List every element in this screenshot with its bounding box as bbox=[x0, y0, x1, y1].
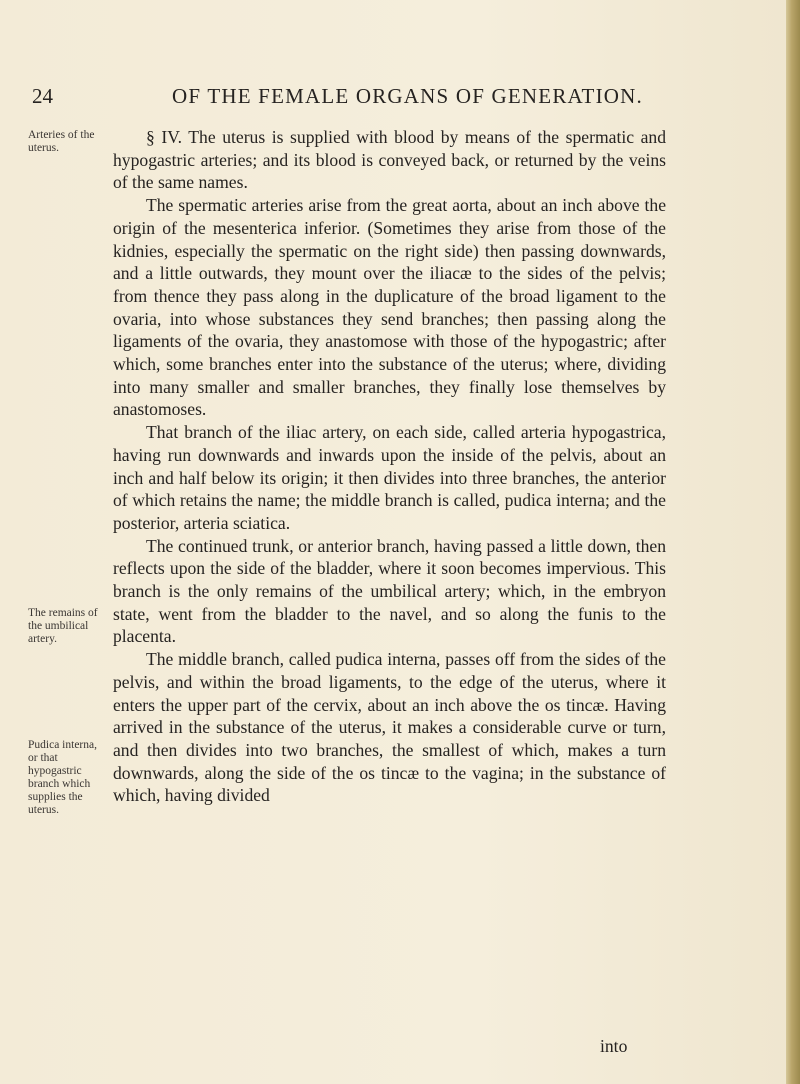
paragraph-hypogastrica: That branch of the iliac artery, on each side, called arteria hypogastrica, having run downwards and inwards upon the inside of the pelvis, about an inch and half below its origin; it then divides into three branches, the anterior of which retains the name; the middle branch is called, pudica interna; and the posterior, arteria sciatica. bbox=[113, 422, 666, 533]
page-number: 24 bbox=[32, 84, 53, 108]
margin-note-umbilical: The remains of the umbilical artery. bbox=[28, 607, 98, 645]
paragraph-anterior-branch: The continued trunk, or anterior branch, having passed a little down, then reflects upon the side of the bladder, where it soon becomes impervious. This branch is the only remains of the umbilical artery; which, in the embryon state, went from the bladder to the navel, and so along the funis to the placenta. bbox=[113, 535, 666, 647]
page-edge bbox=[786, 0, 800, 1084]
main-text bbox=[113, 126, 666, 807]
running-title: OF THE FEMALE ORGANS OF GENERATION. bbox=[172, 84, 643, 108]
margin-note-pudica: Pudica interna, or that hypogastric branch which supplies the uterus. bbox=[28, 739, 97, 816]
catchword: into bbox=[600, 1036, 628, 1056]
margin-note-arteries: Arteries of the uterus. bbox=[28, 129, 95, 154]
page-header bbox=[32, 84, 672, 114]
paragraph-spermatic-arteries: The spermatic arteries arise from the great aorta, about an inch above the origin of the mesenterica inferior. (Sometimes they arise from those of the kidnies, especially the spermatic on the right side) then passing downwards, and a little outwards, they mount over the iliacæ to the sides of the pelvis; from thence they pass along in the duplicature of the broad ligament to the ovaria, into whose substances they send branches; then passing along the ligaments of the ovaria, they anastomose with those of the hypogastric; after which, some branches enter into the substance of the uterus; where, dividing into many smaller and smaller branches, they finally lose themselves by anastomoses. bbox=[113, 195, 666, 420]
paragraph-section-iv: § IV. The uterus is supplied with blood by means of the spermatic and hypogastric arteries; and its blood is conveyed back, or returned by the veins of the same names. bbox=[113, 127, 666, 193]
paragraph-middle-branch: The middle branch, called pudica interna, passes off from the sides of the pelvis, and within the broad ligaments, to the edge of the uterus, where it enters the upper part of the cervix, about an inch above the os tincæ. Having arrived in the substance of the uterus, it makes a considerable curve or turn, and then divides into two branches, the smallest of which, makes a turn downwards, along the side of the os tincæ to the vagina; in the substance of which, having divided bbox=[113, 649, 666, 806]
